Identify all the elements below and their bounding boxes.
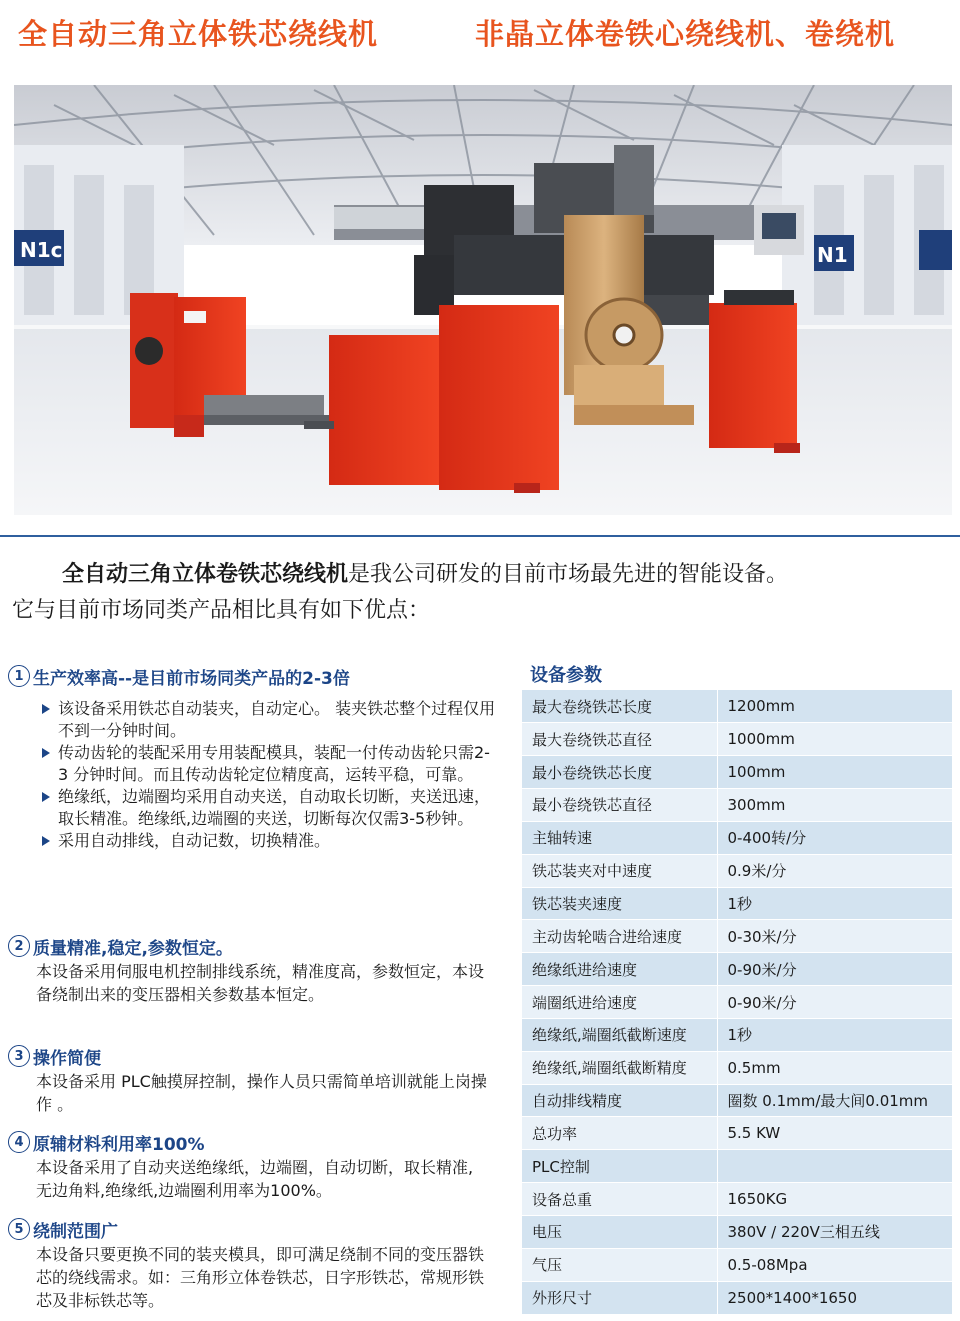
param-name: 最小卷绕铁芯长度 xyxy=(522,756,717,789)
param-name: 绝缘纸,端圈纸截断速度 xyxy=(522,1018,717,1051)
param-row xyxy=(522,723,952,756)
param-value: 1200mm xyxy=(717,690,952,723)
param-row xyxy=(522,756,952,789)
equipment-params xyxy=(522,662,952,1315)
advantage-title xyxy=(8,662,498,690)
advantage-title-text: 原辅材料利用率100% xyxy=(33,1134,205,1155)
param-name: 主轴转速 xyxy=(522,821,717,854)
advantage-4 xyxy=(8,1128,488,1202)
machine-photo xyxy=(14,85,952,515)
param-name: 电压 xyxy=(522,1216,717,1249)
param-value: 0-30米/分 xyxy=(717,920,952,953)
param-name: 铁芯装夹速度 xyxy=(522,887,717,920)
param-value: 100mm xyxy=(717,756,952,789)
advantage-bullets xyxy=(8,698,498,852)
param-name: 绝缘纸进给速度 xyxy=(522,953,717,986)
param-name: 外形尺寸 xyxy=(522,1281,717,1314)
advantage-title xyxy=(8,1042,488,1070)
advantage-title-text: 操作简便 xyxy=(33,1048,101,1069)
advantages xyxy=(8,662,508,1321)
advantage-1 xyxy=(8,662,498,852)
param-row xyxy=(522,1117,952,1150)
hall-label-right: N1 xyxy=(817,243,848,267)
param-row xyxy=(522,690,952,723)
param-row xyxy=(522,1248,952,1281)
number-badge: 4 xyxy=(8,1131,30,1153)
param-name: 总功率 xyxy=(522,1117,717,1150)
param-row xyxy=(522,953,952,986)
param-name: 端圈纸进给速度 xyxy=(522,986,717,1019)
param-row xyxy=(522,1150,952,1183)
param-value: 0-400转/分 xyxy=(717,821,952,854)
param-row xyxy=(522,1183,952,1216)
param-value: 380V / 220V三相五线 xyxy=(717,1216,952,1249)
param-row xyxy=(522,920,952,953)
advantage-text: 本设备采用 PLC触摸屏控制，操作人员只需简单培训就能上岗操作 。 xyxy=(36,1072,487,1114)
param-row xyxy=(522,1051,952,1084)
param-row xyxy=(522,1084,952,1117)
intro-line-1-rest: 是我公司研发的目前市场最先进的智能设备。 xyxy=(348,562,789,587)
param-value: 圈数 0.1mm/最大间0.01mm xyxy=(717,1084,952,1117)
param-name: 铁芯装夹对中速度 xyxy=(522,854,717,887)
param-name: 主动齿轮啮合进给速度 xyxy=(522,920,717,953)
param-name: 最小卷绕铁芯直径 xyxy=(522,789,717,822)
param-value: 5.5 KW xyxy=(717,1117,952,1150)
advantage-2 xyxy=(8,932,488,1006)
param-value: 0-90米/分 xyxy=(717,953,952,986)
intro-product-name: 全自动三角立体卷铁芯绕线机 xyxy=(62,562,349,587)
intro-line-1 xyxy=(12,557,957,593)
intro-line-2: 它与目前市场同类产品相比具有如下优点： xyxy=(12,598,431,623)
title-right: 非晶立体卷铁心绕线机、卷绕机 xyxy=(475,17,896,51)
title-left: 全自动三角立体铁芯绕线机 xyxy=(18,17,379,51)
param-value: 2500*1400*1650 xyxy=(717,1281,952,1314)
param-name: PLC控制 xyxy=(522,1150,717,1183)
param-value: 1秒 xyxy=(717,1018,952,1051)
hall-label-left: N1c xyxy=(20,238,63,262)
param-value: 0.5mm xyxy=(717,1051,952,1084)
bullet-item: 采用自动排线，自动记数，切换精准。 xyxy=(38,830,498,852)
number-badge: 1 xyxy=(8,665,30,687)
param-name: 最大卷绕铁芯长度 xyxy=(522,690,717,723)
param-name: 设备总重 xyxy=(522,1183,717,1216)
bullet-item: 该设备采用铁芯自动装夹，自动定心。 装夹铁芯整个过程仅用不到一分钟时间。 xyxy=(38,698,498,742)
advantage-text: 本设备采用了自动夹送绝缘纸，边端圈，自动切断，取长精准,无边角料,绝缘纸,边端圈利用率为100%。 xyxy=(36,1158,474,1200)
param-name: 最大卷绕铁芯直径 xyxy=(522,723,717,756)
param-row xyxy=(522,887,952,920)
param-row xyxy=(522,1216,952,1249)
advantage-text: 本设备只要更换不同的装夹模具，即可满足绕制不同的变压器铁芯的绕线需求。如：三角形立体卷铁芯，日字形铁芯，常规形铁芯及非标铁芯等。 xyxy=(36,1245,485,1310)
bullet-item: 绝缘纸，边端圈均采用自动夹送，自动取长切断，夹送迅速，取长精准。绝缘纸,边端圈的夹送，切断每次仅需3-5秒钟。 xyxy=(38,786,498,830)
param-name: 自动排线精度 xyxy=(522,1084,717,1117)
param-value: 1650KG xyxy=(717,1183,952,1216)
param-row xyxy=(522,789,952,822)
section-divider xyxy=(0,535,960,537)
param-row xyxy=(522,854,952,887)
param-value: 1000mm xyxy=(717,723,952,756)
param-row xyxy=(522,1281,952,1314)
param-value: 0-90米/分 xyxy=(717,986,952,1019)
param-value: 0.9米/分 xyxy=(717,854,952,887)
params-table xyxy=(522,690,952,1315)
param-value: 1秒 xyxy=(717,887,952,920)
advantage-text: 本设备采用伺服电机控制排线系统，精准度高，参数恒定，本设备绕制出来的变压器相关参数基本恒定。 xyxy=(36,962,485,1004)
number-badge: 5 xyxy=(8,1218,30,1240)
advantage-title-text: 生产效率高--是目前市场同类产品的2-3倍 xyxy=(33,668,350,689)
param-name: 气压 xyxy=(522,1248,717,1281)
params-title: 设备参数 xyxy=(530,665,602,686)
advantage-5 xyxy=(8,1215,488,1312)
param-row xyxy=(522,821,952,854)
param-value: 300mm xyxy=(717,789,952,822)
header xyxy=(0,0,960,70)
advantage-3 xyxy=(8,1042,488,1116)
number-badge: 2 xyxy=(8,935,30,957)
advantage-title xyxy=(8,1215,488,1243)
param-value: 0.5-08Mpa xyxy=(717,1248,952,1281)
param-row xyxy=(522,986,952,1019)
param-name: 绝缘纸,端圈纸截断精度 xyxy=(522,1051,717,1084)
param-value xyxy=(717,1150,952,1183)
number-badge: 3 xyxy=(8,1045,30,1067)
intro-text xyxy=(12,557,957,629)
advantage-title-text: 绕制范围广 xyxy=(33,1221,118,1242)
advantage-title xyxy=(8,932,488,960)
param-row xyxy=(522,1018,952,1051)
advantage-title-text: 质量精准,稳定,参数恒定。 xyxy=(33,938,233,959)
machine-illustration xyxy=(14,85,952,515)
advantage-title xyxy=(8,1128,488,1156)
bullet-item: 传动齿轮的装配采用专用装配模具，装配一付传动齿轮只需2-3 分钟时间。而且传动齿轮定位精度高，运转平稳，可靠。 xyxy=(38,742,498,786)
